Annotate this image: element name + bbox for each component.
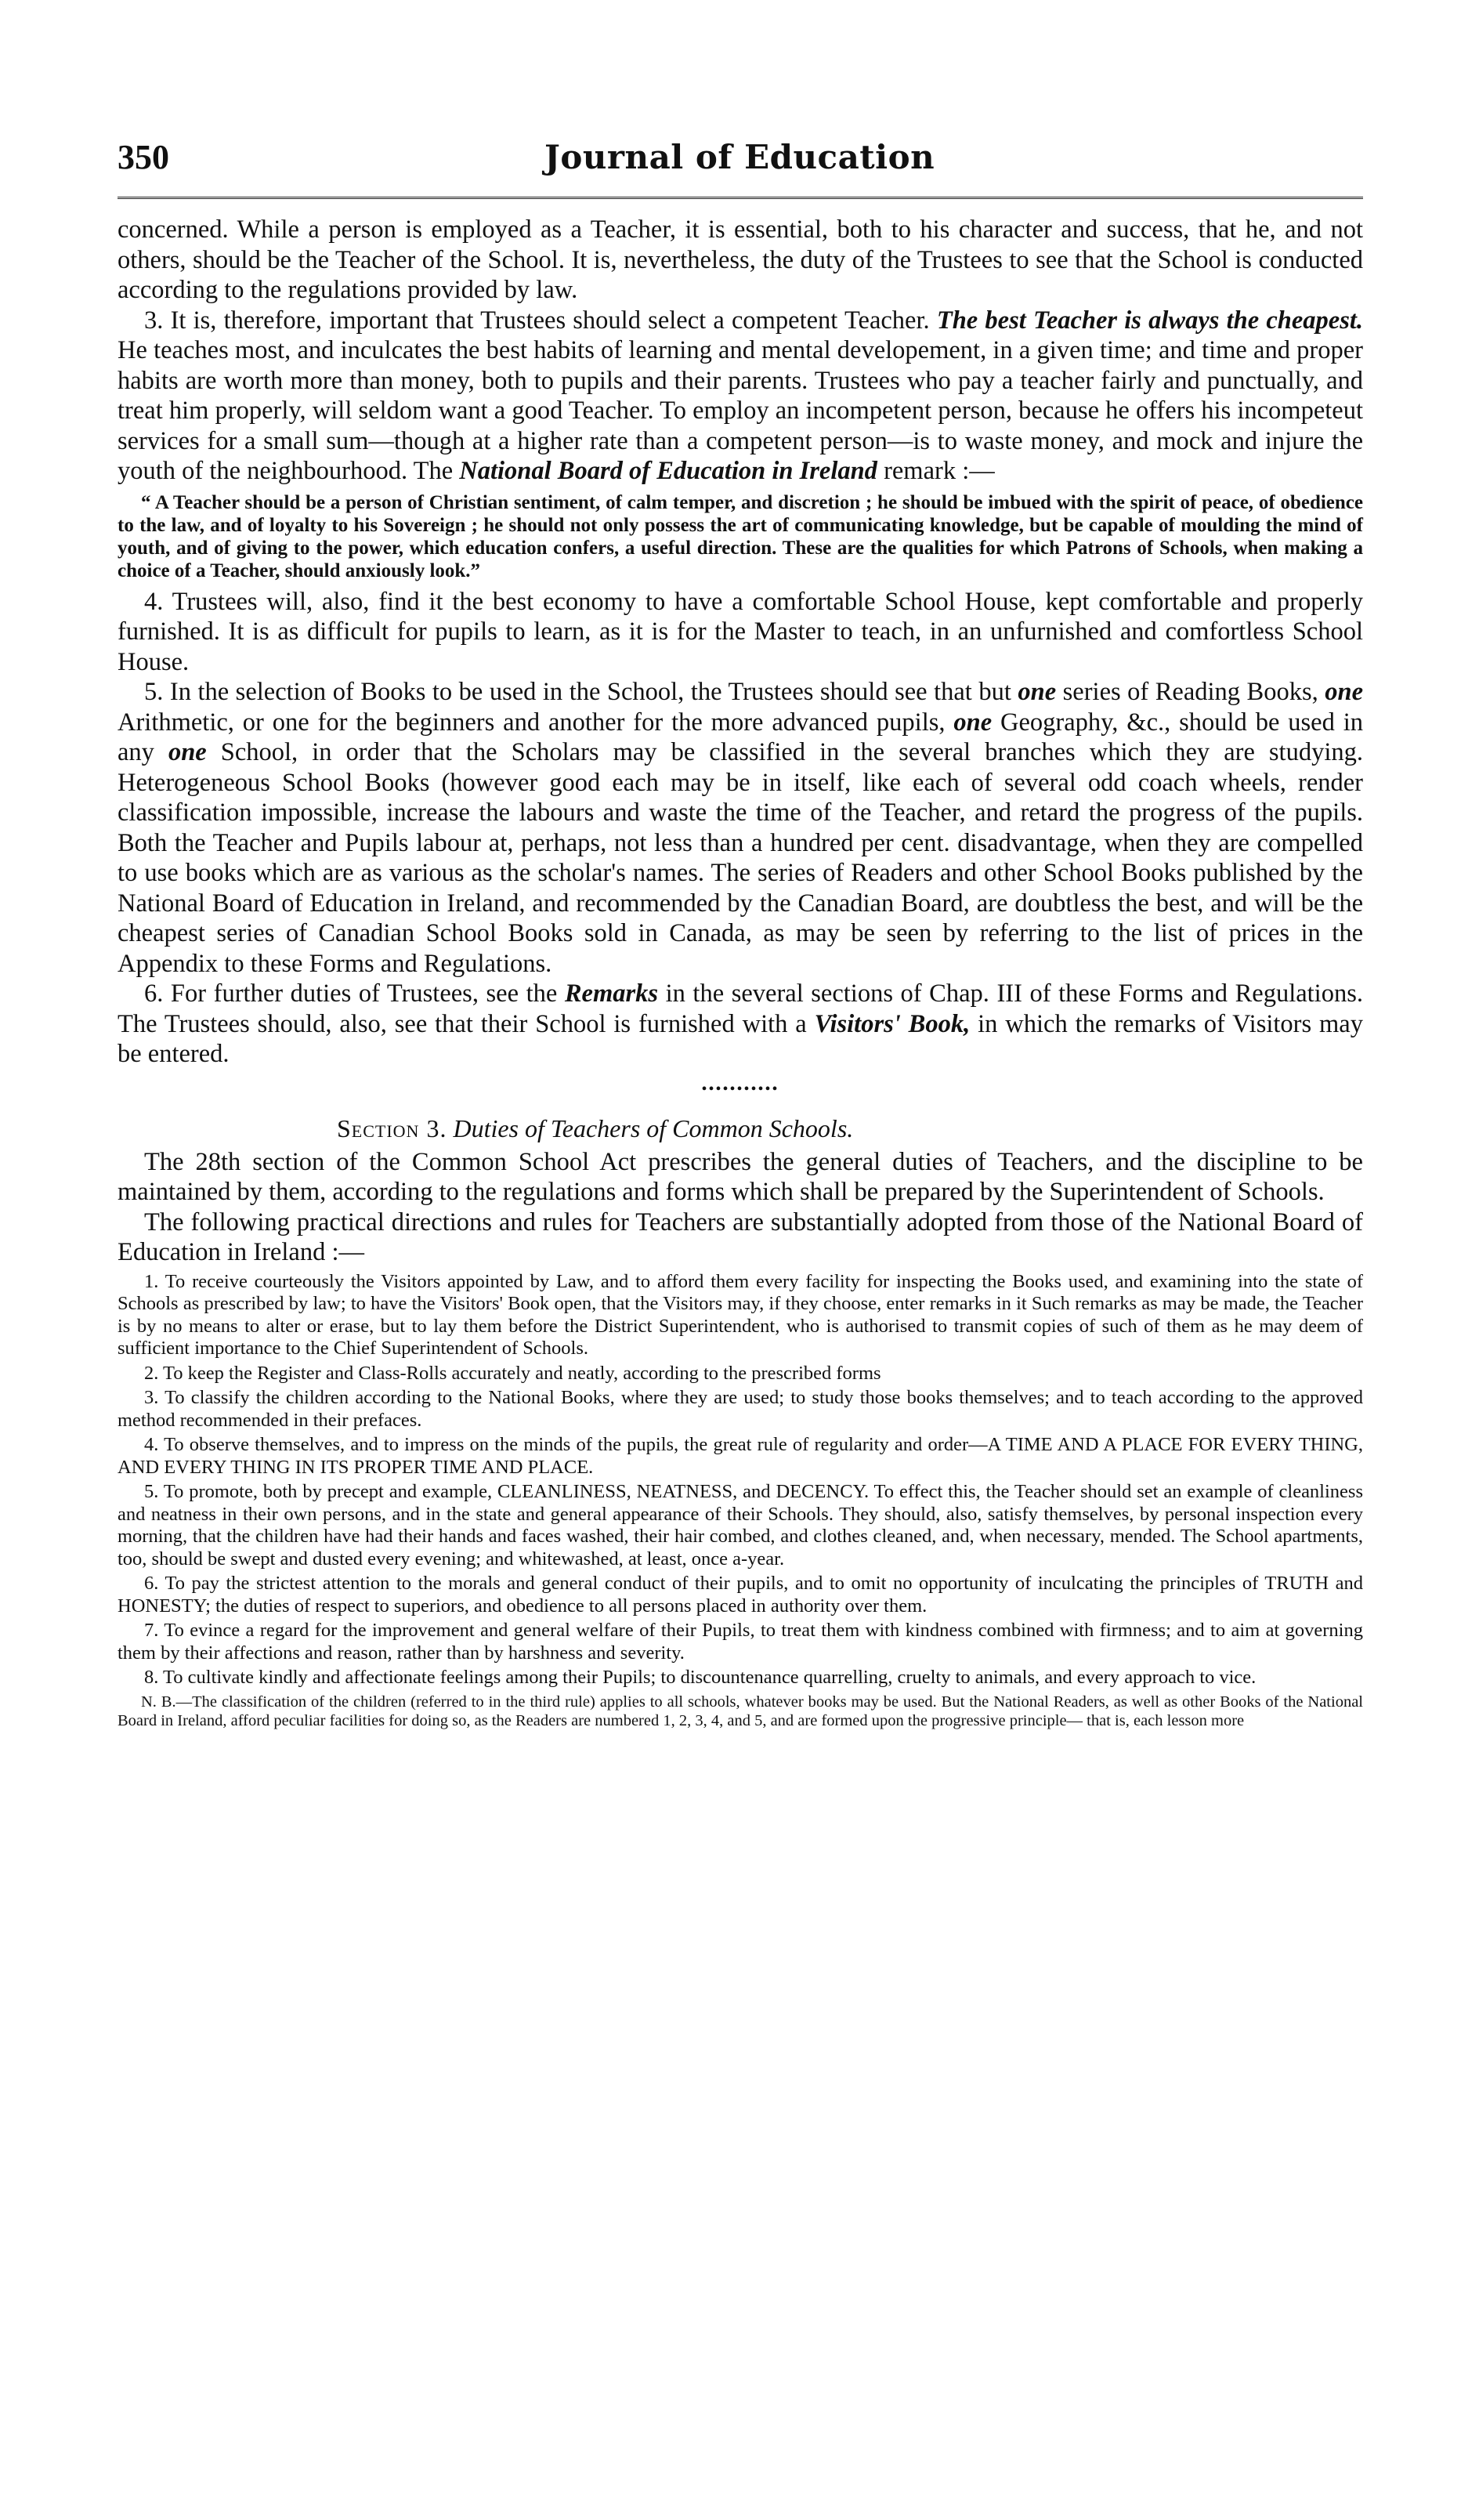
para3-start: 3. It is, therefore, important that Trustees should select a competent Teacher.	[144, 306, 937, 335]
rule-item: 6. To pay the strictest attention to the morals and general conduct of their pupils, and to omit no opportunity of inculcating the principles of TRUTH and HONESTY; the duties of respect to superiors, and obedience to all persons placed in authority over them.	[118, 1573, 1363, 1617]
para5-b: series of Reading Books,	[1056, 678, 1325, 706]
para3-emphasis: The best Teacher is always the cheapest.	[936, 306, 1363, 335]
paragraph-5	[118, 677, 1363, 979]
rule-item: 7. To evince a regard for the improvement and general welfare of their Pupils, to treat them with kindness combined with firmness; and to aim at governing them by their affections and reason, rather than by harshness and severity.	[118, 1620, 1363, 1664]
para5-one-2: one	[1325, 678, 1364, 706]
para6-remarks: Remarks	[564, 979, 659, 1008]
para5-d: Geography, &c., should be used in any	[118, 708, 1363, 766]
rule-item: 2. To keep the Register and Class-Rolls accurately and neatly, according to the prescribed forms	[144, 1362, 881, 1384]
para5-one-1: one	[1018, 678, 1057, 706]
section-label: Section 3.	[337, 1113, 447, 1142]
rule-item: 3. To classify the children according to the National Books, where they are used; to study those books themselves; and to teach according to the approved method recommended in their prefaces.	[118, 1387, 1363, 1431]
para3-rest: He teaches most, and inculcates the best habits of learning and mental developement, in a given time; and time and proper habits are worth more than money, both to pupils and their parents. Trustees who pay a teacher fairly and punctually, and treat him properly, will seldom want a good Teacher. To employ an incompetent person, because he offers his incompeteut services for a small sum—though at a higher rate than a competent person—is to waste money, and mock and injure the youth of the neighbourhood. The	[118, 336, 1363, 485]
journal-page	[118, 137, 1363, 1730]
paragraph-4: 4. Trustees will, also, find it the best economy to have a comfortable School House, kept comfortable and properly furnished. It is as difficult for pupils to learn, as it is for the Master to teach, in an unfurnished and comfortless School House.	[118, 587, 1363, 676]
paragraph-3	[118, 306, 1363, 487]
header-rule	[118, 197, 1363, 199]
section-divider: •••••••••••	[701, 1080, 779, 1098]
paragraph-6	[118, 979, 1363, 1070]
rule-item: 1. To receive courteously the Visitors appointed by Law, and to afford them every facility for inspecting the Books used, and examining into the state of Schools as prescribed by law; to have the Visitors' Book open, that the Visitors may, if they choose, enter remarks in it Such remarks as may be made, the Teacher is by no means to alter or erase, but to lay them before the District Superintendent, who is authorised to transmit copies of such of them as he may deem of sufficient importance to the Chief Superintendent of Schools.	[118, 1270, 1363, 1359]
page-number: 350	[118, 138, 169, 176]
opening-paragraph: concerned. While a person is employed as a Teacher, it is essential, both to his character and success, that he, and not others, should be the Teacher of the School. It is, nevertheless, the duty of the Trustees to see that the School is conducted according to the regulations provided by law.	[118, 215, 1363, 304]
para6-b: in the several sections of Chap. III of these Forms and Regulations. The Trustees should, also, see that their School is furnished with a	[118, 979, 1363, 1038]
para6-visitors-book: Visitors' Book,	[814, 1009, 971, 1038]
para5-e: School, in order that the Scholars may be classified in the several branches which they are studying. Heterogeneous School Books (however good each may be in itself, like each of several odd coach wheels, render classification impossible, increase the labours and waste the time of the Teacher, and retard the progress of the pupils. Both the Teacher and Pupils labour at, perhaps, not less than a hundred per cent. disadvantage, when they are compelled to use books which are as various as the scholar's names. The series of Readers and other School Books published by the National Board of Education in Ireland, and recommended by the Canadian Board, are doubtless the best, and will be the cheapest series of Canadian School Books sold in Canada, as may be seen by referring to the list of prices in the Appendix to these Forms and Regulations.	[118, 738, 1363, 978]
para3-end: remark :—	[877, 457, 995, 485]
para6-c: in which the remarks of Visitors may be entered.	[118, 1009, 1363, 1068]
para5-one-4: one	[168, 738, 207, 766]
section-heading	[337, 1113, 1363, 1144]
footnote: N. B.—The classification of the children (referred to in the third rule) applies to all schools, whatever books may be used. But the National Readers, as well as other Books of the National Board in Ireland, afford peculiar facilities for doing so, as the Readers are numbered 1, 2, 3, 4, and 5, and are formed upon the progressive principle— that is, each lesson more	[118, 1693, 1363, 1729]
teacher-rules	[118, 1271, 1363, 1689]
para3-board-name: National Board of Education in Ireland	[459, 457, 877, 485]
para5-a: 5. In the selection of Books to be used in the School, the Trustees should see that but	[144, 678, 1018, 706]
para6-a: 6. For further duties of Trustees, see the	[144, 979, 565, 1008]
section-title: Duties of Teachers of Common Schools.	[453, 1113, 854, 1142]
para5-c: Arithmetic, or one for the beginners and another for the more advanced pupils,	[118, 708, 954, 737]
para5-one-3: one	[953, 708, 993, 737]
journal-title: Journal of Education	[544, 138, 935, 176]
section-intro: The 28th section of the Common School Act prescribes the general duties of Teachers, and the discipline to be maintained by them, according to the regulations and forms which shall be prepared by the Superintendent of Schools.	[118, 1147, 1363, 1206]
board-quote: “ A Teacher should be a person of Christian sentiment, of calm temper, and discretion ; he should be imbued with the spirit of peace, of obedience to the law, and of loyalty to his Sovereign ; he should not only possess the art of communicating knowledge, but be capable of moulding the mind of youth, and of giving to the power, which education confers, a useful direction. These are the qualities for which Patrons of Schools, when making a choice of a Teacher, should anxiously look.”	[118, 491, 1363, 581]
rule-item: 5. To promote, both by precept and example, CLEANLINESS, NEATNESS, and DECENCY. To effect this, the Teacher should set an example of cleanliness and neatness in their own persons, and in the state and general appearance of their Schools. They should, also, satisfy themselves, by personal inspection every morning, that the children have had their hands and faces washed, their hair combed, and clothes cleaned, and, when necessary, mended. The School apartments, too, should be swept and dusted every evening; and whitewashed, at least, once a-year.	[118, 1481, 1363, 1570]
rule-item: 8. To cultivate kindly and affectionate feelings among their Pupils; to discountenance quarrelling, cruelty to animals, and every approach to vice.	[144, 1667, 1257, 1688]
section-intro-2: The following practical directions and rules for Teachers are substantially adopted from those of the National Board of Education in Ireland :—	[118, 1208, 1363, 1266]
rule-item: 4. To observe themselves, and to impress on the minds of the pupils, the great rule of regularity and order—A TIME AND A PLACE FOR EVERY THING, AND EVERY THING IN ITS PROPER TIME AND PLACE.	[118, 1434, 1363, 1478]
page-header	[118, 137, 1363, 192]
